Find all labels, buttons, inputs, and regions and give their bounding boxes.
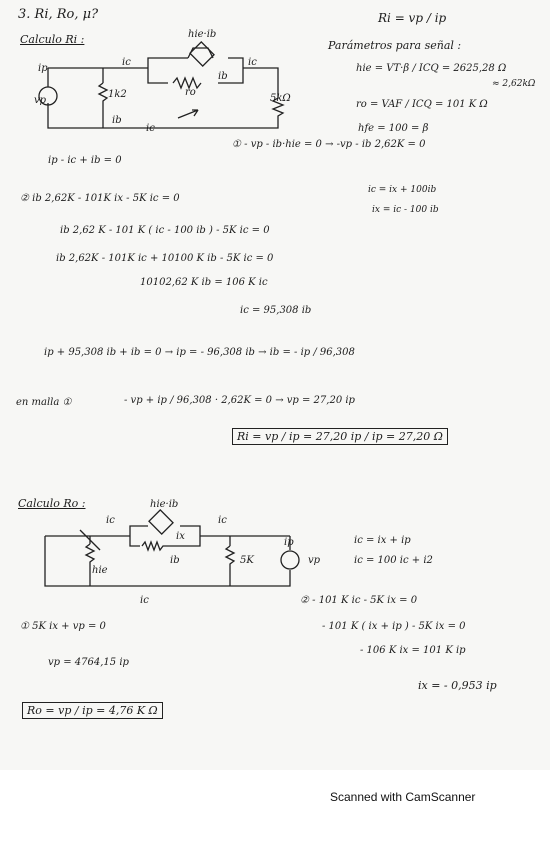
ri-src-label: hie·ib [188, 29, 217, 40]
ri-r1-label: 1k2 [108, 89, 127, 100]
ro-ic-label-2: ic [218, 515, 227, 526]
ri-step4: ic = 95,308 ib [240, 305, 312, 316]
ri-r2-label: 5kΩ [270, 93, 291, 104]
ro-ic-label-1: ic [106, 515, 115, 526]
ro-loop2b: - 101 K ( ix + ip ) - 5K ix = 0 [322, 621, 466, 632]
param-hie: hie = VT·β / ICQ = 2625,28 Ω [356, 63, 507, 74]
ro-result: Ro = vp / ip = 4,76 K Ω [22, 702, 163, 719]
ri-step5: ip + 95,308 ib + ib = 0 → ip = - 96,308 ib → ib = - ip / 96,308 [44, 347, 355, 358]
ro-src-label: hie·ib [150, 499, 179, 510]
ri-heading: Calculo Ri : [20, 33, 85, 46]
ro-ic3-label: ic [140, 595, 149, 606]
ri-formula: Ri = vp / ip [378, 11, 447, 25]
ro-ix-label: ix [176, 531, 185, 542]
ro-loop1: ① 5K ix + vp = 0 [20, 621, 106, 632]
ri-step3: 10102,62 K ib = 106 K ic [140, 277, 268, 288]
ro-circuit-diagram [40, 500, 330, 600]
ro-ix-result: ix = - 0,953 ip [418, 679, 497, 692]
param-hfe: hfe = 100 = β [358, 123, 429, 134]
ri-side2: ix = ic - 100 ib [372, 205, 439, 215]
ri-ib2-label: ib [112, 115, 122, 126]
ro-side2: ic = 100 ic + i2 [354, 555, 433, 566]
ro-vp-label: vp [308, 555, 321, 566]
ro-heading: Calculo Ro : [18, 497, 86, 510]
ri-mesh-label: en malla ① [16, 397, 72, 408]
ri-ib-label: ib [218, 71, 228, 82]
ri-vp-label: vp [34, 95, 47, 106]
ri-loop1: ① - vp - ib·hie = 0 → -vp - ib 2,62K = 0 [232, 139, 426, 150]
ro-ip-label: ip [284, 537, 294, 548]
ro-hie-label: hie [92, 565, 108, 576]
ri-result: Ri = vp / ip = 27,20 ip / ip = 27,20 Ω [232, 428, 448, 445]
ro-side1: ic = ix + ip [354, 535, 411, 546]
ro-ib-label: ib [170, 555, 180, 566]
param-hie-approx: ≈ 2,62kΩ [492, 79, 536, 89]
param-ro: ro = VAF / ICQ = 101 K Ω [356, 99, 488, 110]
problem-title: 3. Ri, Ro, μ? [18, 7, 99, 22]
ri-ic3-label: ic [146, 123, 155, 134]
ro-vp-result: vp = 4764,15 ip [48, 657, 129, 668]
ro-r2-label: 5K [240, 555, 254, 566]
ri-circuit-diagram [28, 28, 318, 138]
ro-loop2: ② - 101 K ic - 5K ix = 0 [300, 595, 418, 606]
ri-step2: ib 2,62K - 101K ic + 10100 K ib - 5K ic = 0 [56, 253, 274, 264]
ri-step1: ib 2,62 K - 101 K ( ic - 100 ib ) - 5K ic = 0 [60, 225, 270, 236]
ri-node-eq: ip - ic + ib = 0 [48, 155, 122, 166]
params-title: Parámetros para señal : [328, 39, 462, 52]
ri-mesh-eq: - vp + ip / 96,308 · 2,62K = 0 → vp = 27,20 ip [124, 395, 355, 406]
ri-side1: ic = ix + 100ib [368, 185, 437, 195]
ri-loop2: ② ib 2,62K - 101K ix - 5K ic = 0 [20, 193, 180, 204]
scanner-watermark: Scanned with CamScanner [330, 790, 476, 804]
ro-loop2c: - 106 K ix = 101 K ip [360, 645, 466, 656]
ri-ip-label: ip [38, 63, 48, 74]
ri-ic-label-1: ic [122, 57, 131, 68]
ri-ic-label-2: ic [248, 57, 257, 68]
ri-ro-label: ro [185, 87, 196, 98]
